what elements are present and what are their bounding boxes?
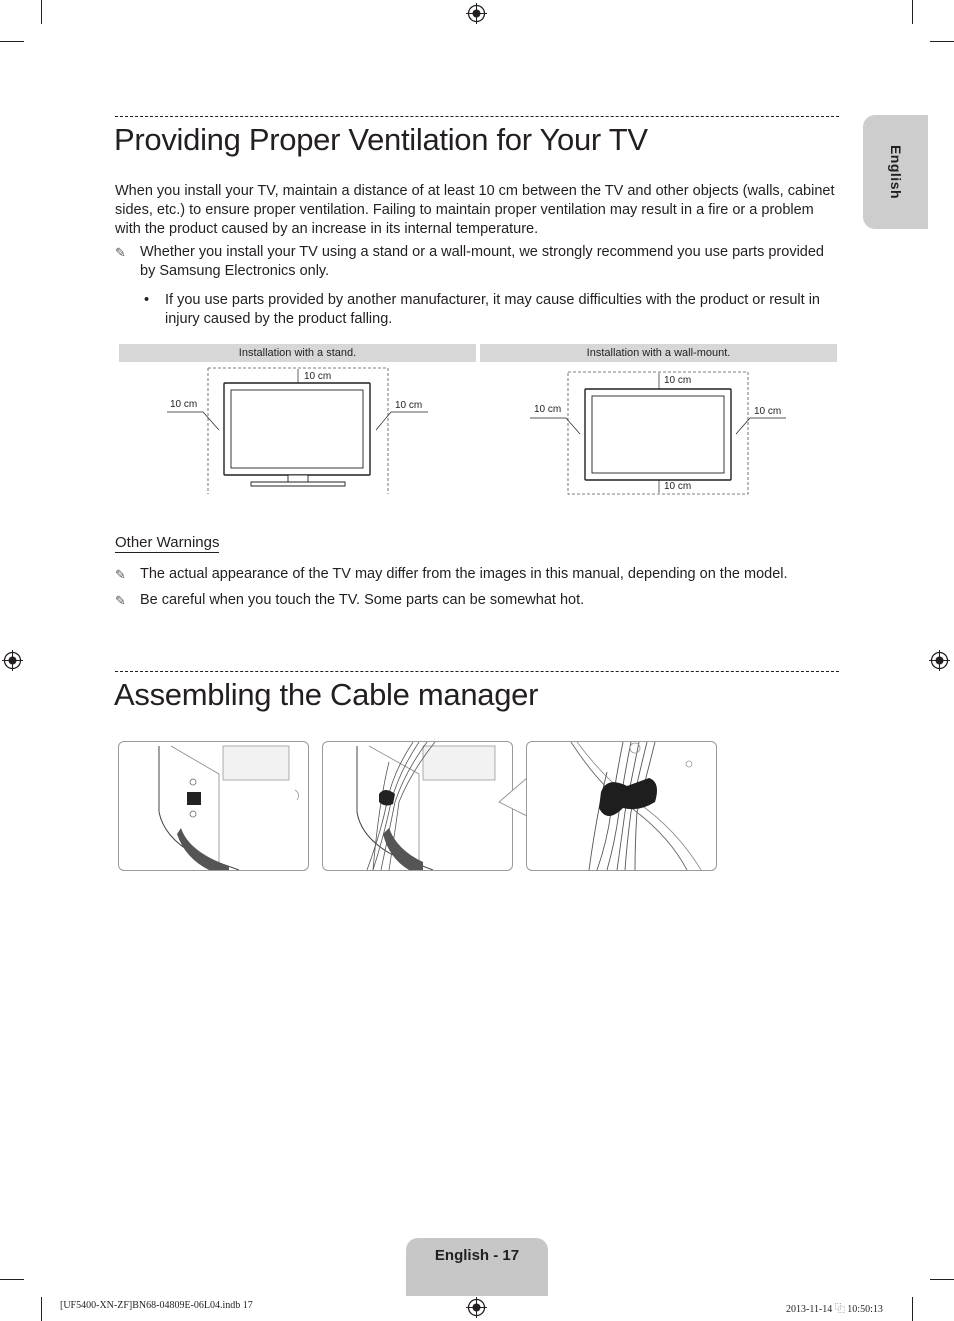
warning-note-hot: [115, 591, 841, 610]
crop-mark: [0, 1279, 24, 1280]
crosshair-registration-icon: [466, 1297, 487, 1318]
bullet-dot: •: [144, 292, 150, 308]
wall-bottom-clearance-label: 10 cm: [664, 481, 692, 492]
other-warnings-heading: Other Warnings: [115, 534, 220, 551]
warning-note-appearance: [115, 565, 841, 584]
page-number-label: English - 17: [434, 1247, 520, 1264]
wall-left-clearance-label: 10 cm: [534, 404, 562, 415]
wall-mounted-tv: [585, 389, 731, 480]
crop-mark: [912, 0, 913, 24]
language-side-tab-label: English: [887, 144, 904, 200]
cables-held-by-clip: [323, 742, 512, 870]
imprint-timestamp: 2013-11-14 ⿻ 10:50:13: [786, 1304, 883, 1315]
note-text: Whether you install your TV using a stand or a wall-mount, we strongly recommend you use parts provided by Samsung Electronics only.: [140, 244, 824, 279]
wall-top-clearance-label: 10 cm: [664, 375, 692, 386]
crop-mark: [930, 1279, 954, 1280]
bullet-text: If you use parts provided by another manufacturer, it may cause difficulties with the product or result in injury caused by the product falling.: [165, 292, 820, 327]
pencil-note-icon: ✎: [115, 593, 126, 608]
page-number-tab: [406, 1238, 548, 1296]
crosshair-registration-icon: [929, 650, 950, 671]
crop-mark: [930, 41, 954, 42]
section-title-cable-manager: Assembling the Cable manager: [114, 677, 539, 712]
stand-left-clearance-label: 10 cm: [170, 399, 198, 410]
caption-installation-wall-mount: Installation with a wall-mount.: [480, 344, 837, 362]
crosshair-registration-icon: [466, 3, 487, 24]
language-side-tab: [863, 115, 928, 229]
tv-back-with-clip-slot: [119, 742, 308, 870]
crop-mark: [0, 41, 24, 42]
caption-installation-stand: Installation with a stand.: [119, 344, 476, 362]
crop-mark: [41, 1297, 42, 1321]
pencil-note-icon: ✎: [115, 245, 126, 260]
crop-mark: [912, 1297, 913, 1321]
section-title-ventilation: Providing Proper Ventilation for Your TV: [114, 122, 648, 157]
wall-right-clearance-label: 10 cm: [754, 406, 782, 417]
cable-manager-step-2-image: [322, 741, 513, 871]
tv-with-stand: [224, 383, 370, 486]
diagram-wall-mount-installation: [480, 362, 837, 497]
imprint-file-name: [UF5400-XN-ZF]BN68-04809E-06L04.indb 17: [60, 1300, 253, 1311]
warning-text: Be careful when you touch the TV. Some parts can be somewhat hot.: [140, 592, 585, 608]
diagram-stand-installation: [119, 362, 476, 497]
warning-text: The actual appearance of the TV may differ from the images in this manual, depending on the model.: [140, 566, 788, 582]
note-samsung-parts: [115, 243, 841, 281]
section-divider: [115, 116, 839, 117]
stand-right-clearance-label: 10 cm: [395, 400, 423, 411]
bullet-other-manufacturer: [140, 291, 841, 329]
section-divider: [115, 671, 839, 672]
clip-close-up: [527, 742, 716, 870]
cable-manager-step-1-image: [118, 741, 309, 871]
ventilation-paragraph: When you install your TV, maintain a distance of at least 10 cm between the TV and other objects (walls, cabinet sides, etc.) to ensure proper ventilation. Failing to maintain proper ventilation may result in a fire or a problem with the product caused by an increase in its internal temperature.: [115, 183, 835, 237]
cable-manager-step-3-image: [526, 741, 717, 871]
pencil-note-icon: ✎: [115, 567, 126, 582]
crosshair-registration-icon: [2, 650, 23, 671]
stand-top-clearance-label: 10 cm: [304, 371, 332, 382]
crop-mark: [41, 0, 42, 24]
zoom-callout-pointer: [497, 776, 529, 818]
